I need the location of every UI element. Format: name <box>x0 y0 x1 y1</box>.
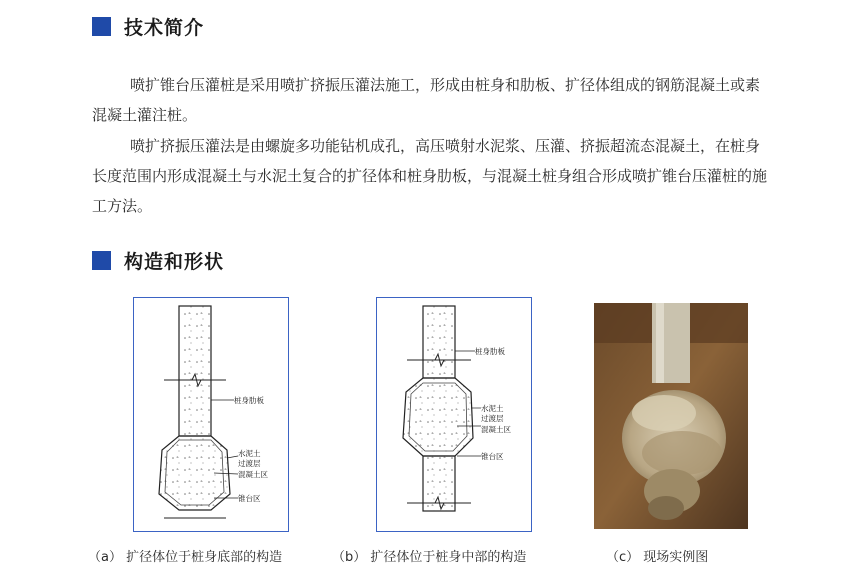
label-rib: 桩身肋板 <box>475 347 505 356</box>
section-heading-structure <box>92 247 224 274</box>
caption-a: （a） 扩径体位于桩身底部的构造 <box>88 550 283 565</box>
figure-b-diagram <box>376 297 532 532</box>
figure-c-photo <box>594 303 748 529</box>
paragraph-2: 喷扩挤振压灌法是由螺旋多功能钻机成孔，高压喷射水泥浆、压灌、挤振超流态混凝土，在桩身长度范围内形成混凝土与水泥土复合的扩径体和桩身肋板，与混凝土桩身组合形成喷扩锥台压灌桩的施工方法。 <box>92 137 768 215</box>
label-transition: 过渡层 <box>238 459 261 468</box>
caption-c: （c） 现场实例图 <box>606 550 709 565</box>
section-title: 技术简介 <box>124 17 205 39</box>
label-cement: 水泥土 <box>481 404 504 413</box>
label-transition: 过渡层 <box>481 414 504 423</box>
section-marker-icon <box>92 251 111 270</box>
label-cone: 锥台区 <box>238 494 261 503</box>
caption-b: （b） 扩径体位于桩身中部的构造 <box>332 550 527 565</box>
label-cement: 水泥土 <box>238 449 261 458</box>
label-concrete: 混凝土区 <box>481 425 511 434</box>
section-marker-icon <box>92 17 111 36</box>
section-heading-intro <box>92 13 204 40</box>
figure-a-diagram <box>133 297 289 532</box>
paragraph-1: 喷扩锥台压灌桩是采用喷扩挤振压灌法施工，形成由桩身和肋板、扩径体组成的钢筋混凝土或素混凝土灌注桩。 <box>92 76 761 124</box>
label-concrete: 混凝土区 <box>238 470 268 479</box>
label-rib: 桩身肋板 <box>234 396 264 405</box>
label-cone: 锥台区 <box>481 452 504 461</box>
section-title: 构造和形状 <box>124 251 225 273</box>
